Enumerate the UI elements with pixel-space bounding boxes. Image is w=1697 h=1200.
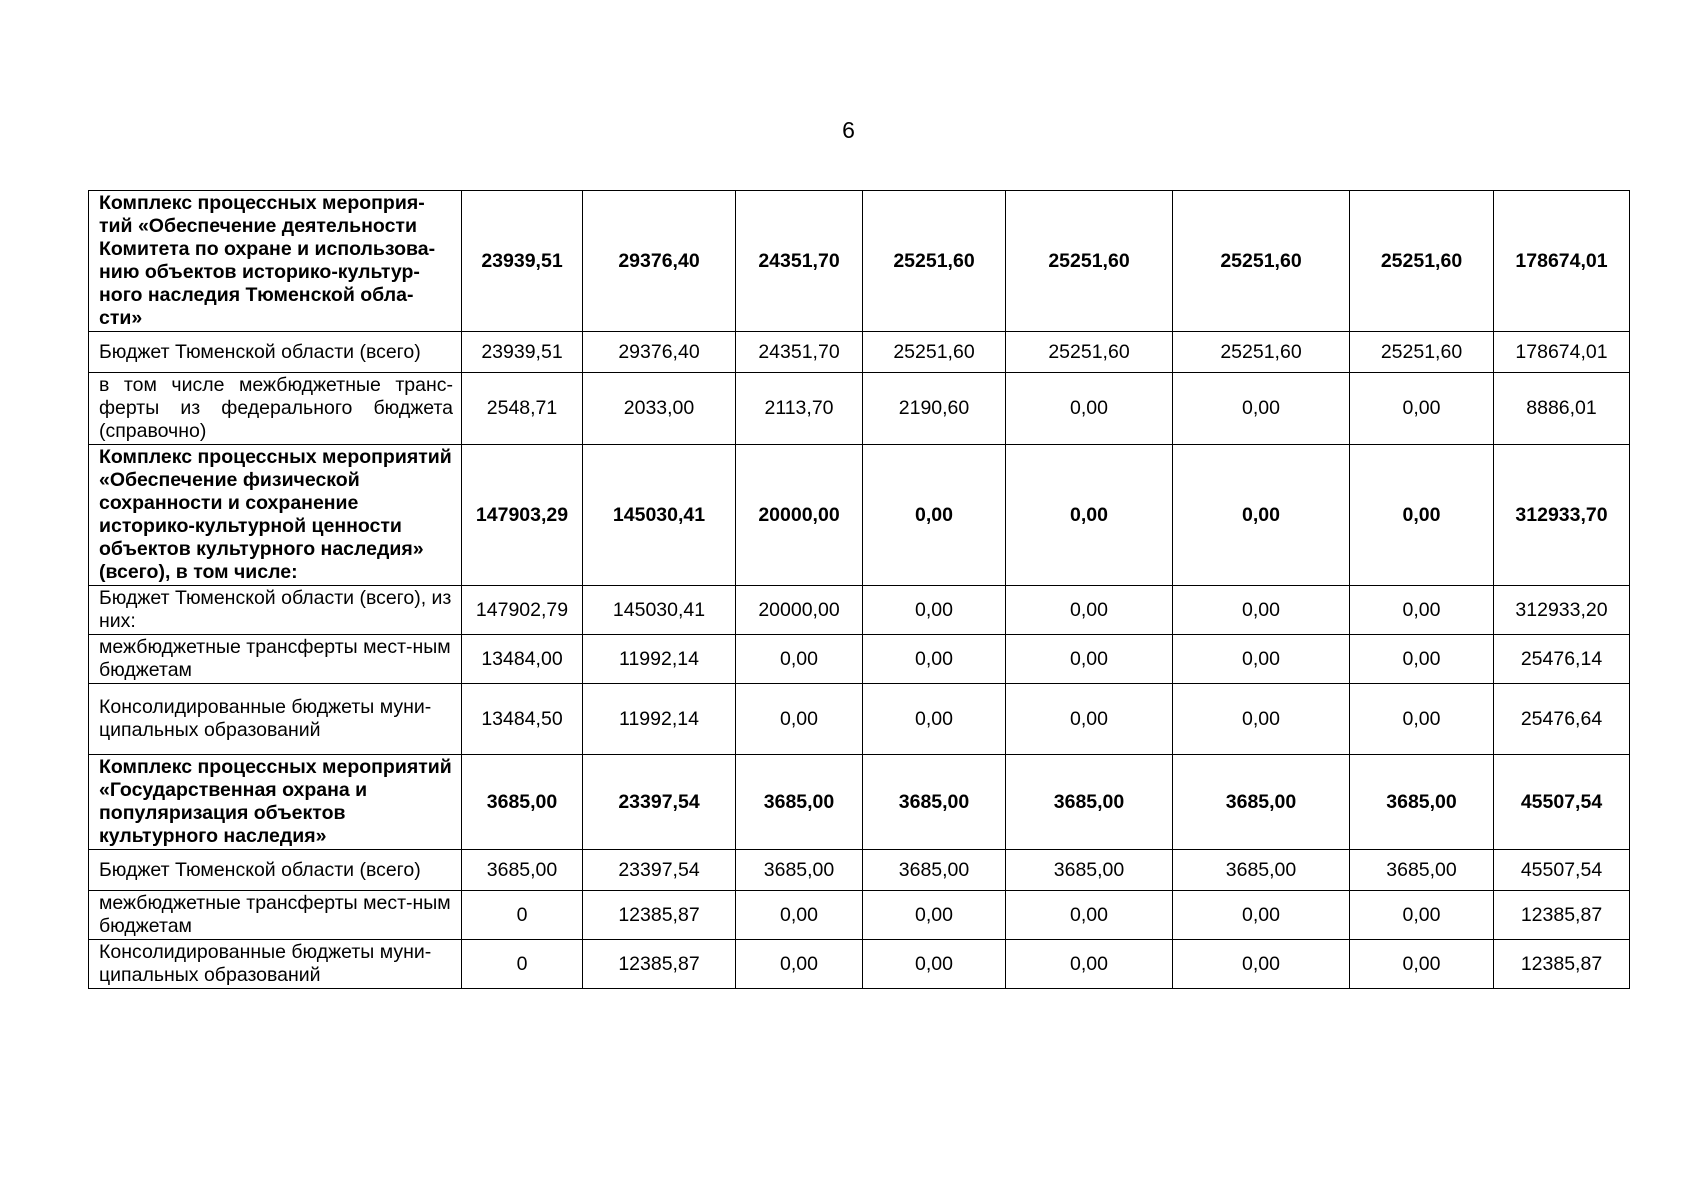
value-cell: 0,00 (1350, 891, 1494, 940)
value-cell: 8886,01 (1494, 373, 1630, 445)
value-cell: 13484,50 (462, 684, 583, 755)
value-cell: 0,00 (1006, 445, 1173, 586)
row-label: в том числе межбюджетные транс-ферты из федерального бюджета (справочно) (89, 373, 462, 445)
value-cell: 3685,00 (1173, 755, 1350, 850)
value-cell: 11992,14 (583, 684, 736, 755)
value-cell: 25251,60 (863, 191, 1006, 332)
page-number: 6 (842, 117, 855, 143)
value-cell: 3685,00 (1006, 755, 1173, 850)
value-cell: 0,00 (1350, 373, 1494, 445)
value-cell: 23939,51 (462, 332, 583, 373)
row-label: Консолидированные бюджеты муни-ципальных образований (89, 684, 462, 755)
value-cell: 3685,00 (863, 850, 1006, 891)
value-cell: 0,00 (1006, 586, 1173, 635)
value-cell: 3685,00 (462, 755, 583, 850)
table-row (89, 684, 1630, 755)
value-cell: 25251,60 (1006, 332, 1173, 373)
value-cell: 3685,00 (736, 850, 863, 891)
row-label: Бюджет Тюменской области (всего) (89, 332, 462, 373)
value-cell: 312933,70 (1494, 445, 1630, 586)
budget-table (88, 190, 1630, 989)
value-cell: 13484,00 (462, 635, 583, 684)
value-cell: 145030,41 (583, 445, 736, 586)
value-cell: 2113,70 (736, 373, 863, 445)
value-cell: 0,00 (863, 940, 1006, 989)
value-cell: 0,00 (863, 586, 1006, 635)
table-row (89, 445, 1630, 586)
value-cell: 25251,60 (1350, 191, 1494, 332)
value-cell: 0,00 (1006, 940, 1173, 989)
value-cell: 11992,14 (583, 635, 736, 684)
value-cell: 25476,64 (1494, 684, 1630, 755)
value-cell: 12385,87 (583, 940, 736, 989)
value-cell: 312933,20 (1494, 586, 1630, 635)
value-cell: 0,00 (736, 891, 863, 940)
value-cell: 147902,79 (462, 586, 583, 635)
value-cell: 45507,54 (1494, 850, 1630, 891)
value-cell: 20000,00 (736, 586, 863, 635)
value-cell: 147903,29 (462, 445, 583, 586)
value-cell: 3685,00 (1173, 850, 1350, 891)
row-label: Комплекс процессных мероприя-тий «Обеспечение деятельности Комитета по охране и использова-нию объектов историко-культур-ного наследия Тюменской обла-сти» (89, 191, 462, 332)
value-cell: 0,00 (1006, 635, 1173, 684)
value-cell: 25476,14 (1494, 635, 1630, 684)
value-cell: 0,00 (1173, 891, 1350, 940)
value-cell: 0,00 (736, 684, 863, 755)
value-cell: 0,00 (1173, 586, 1350, 635)
value-cell: 0 (462, 940, 583, 989)
value-cell: 0,00 (736, 940, 863, 989)
row-label: Бюджет Тюменской области (всего), из них: (89, 586, 462, 635)
value-cell: 2190,60 (863, 373, 1006, 445)
row-label: Бюджет Тюменской области (всего) (89, 850, 462, 891)
table-row (89, 850, 1630, 891)
value-cell: 178674,01 (1494, 191, 1630, 332)
table-row (89, 332, 1630, 373)
value-cell: 0,00 (1173, 373, 1350, 445)
value-cell: 45507,54 (1494, 755, 1630, 850)
table-row (89, 373, 1630, 445)
value-cell: 0 (462, 891, 583, 940)
value-cell: 0,00 (863, 445, 1006, 586)
row-label: Комплекс процессных мероприятий «Обеспечение физической сохранности и сохранение историко-культурной ценности объектов культурного наследия» (всего), в том числе: (89, 445, 462, 586)
table-row (89, 891, 1630, 940)
value-cell: 20000,00 (736, 445, 863, 586)
value-cell: 24351,70 (736, 191, 863, 332)
value-cell: 3685,00 (1350, 850, 1494, 891)
value-cell: 25251,60 (1350, 332, 1494, 373)
value-cell: 0,00 (863, 891, 1006, 940)
value-cell: 145030,41 (583, 586, 736, 635)
value-cell: 3685,00 (462, 850, 583, 891)
value-cell: 0,00 (1173, 445, 1350, 586)
table-row (89, 940, 1630, 989)
value-cell: 25251,60 (1173, 332, 1350, 373)
value-cell: 0,00 (1350, 586, 1494, 635)
value-cell: 0,00 (1173, 940, 1350, 989)
value-cell: 0,00 (1350, 445, 1494, 586)
value-cell: 2033,00 (583, 373, 736, 445)
value-cell: 3685,00 (1006, 850, 1173, 891)
table-row (89, 191, 1630, 332)
value-cell: 0,00 (863, 684, 1006, 755)
value-cell: 0,00 (1173, 684, 1350, 755)
value-cell: 3685,00 (1350, 755, 1494, 850)
value-cell: 0,00 (1173, 635, 1350, 684)
value-cell: 12385,87 (1494, 940, 1630, 989)
value-cell: 0,00 (1350, 684, 1494, 755)
value-cell: 3685,00 (736, 755, 863, 850)
table-row (89, 586, 1630, 635)
value-cell: 2548,71 (462, 373, 583, 445)
value-cell: 0,00 (1006, 891, 1173, 940)
value-cell: 29376,40 (583, 332, 736, 373)
value-cell: 23397,54 (583, 755, 736, 850)
value-cell: 178674,01 (1494, 332, 1630, 373)
row-label: Консолидированные бюджеты муни-ципальных образований (89, 940, 462, 989)
row-label: межбюджетные трансферты мест-ным бюджетам (89, 635, 462, 684)
value-cell: 0,00 (736, 635, 863, 684)
value-cell: 0,00 (1006, 373, 1173, 445)
value-cell: 29376,40 (583, 191, 736, 332)
value-cell: 23397,54 (583, 850, 736, 891)
table-row (89, 635, 1630, 684)
value-cell: 25251,60 (1173, 191, 1350, 332)
row-label: Комплекс процессных мероприятий «Государственная охрана и популяризация объектов культурного наследия» (89, 755, 462, 850)
value-cell: 3685,00 (863, 755, 1006, 850)
value-cell: 12385,87 (1494, 891, 1630, 940)
value-cell: 0,00 (1006, 684, 1173, 755)
table-row (89, 755, 1630, 850)
value-cell: 0,00 (863, 635, 1006, 684)
value-cell: 25251,60 (863, 332, 1006, 373)
value-cell: 12385,87 (583, 891, 736, 940)
value-cell: 23939,51 (462, 191, 583, 332)
value-cell: 24351,70 (736, 332, 863, 373)
value-cell: 0,00 (1350, 940, 1494, 989)
value-cell: 0,00 (1350, 635, 1494, 684)
budget-table-body (89, 191, 1630, 989)
value-cell: 25251,60 (1006, 191, 1173, 332)
row-label: межбюджетные трансферты мест-ным бюджетам (89, 891, 462, 940)
